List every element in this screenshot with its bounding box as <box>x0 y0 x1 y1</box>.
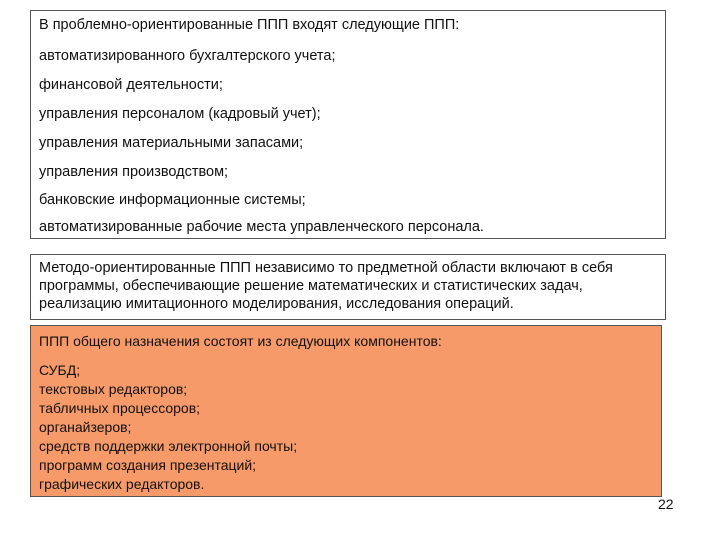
list-item: автоматизированного бухгалтерского учета; <box>39 48 336 64</box>
list-item: автоматизированные рабочие места управленческого персонала. <box>39 219 484 235</box>
list-item: графических редакторов. <box>39 476 205 492</box>
list-item: программ создания презентаций; <box>39 457 257 473</box>
general-purpose-heading: ППП общего назначения состоят из следующих компонентов: <box>39 333 442 349</box>
list-item: СУБД; <box>39 362 81 378</box>
list-item: банковские информационные системы; <box>39 192 306 208</box>
list-item: табличных процессоров; <box>39 400 201 416</box>
list-item: средств поддержки электронной почты; <box>39 438 298 454</box>
list-item: управления производством; <box>39 164 229 180</box>
list-item: управления материальными запасами; <box>39 135 304 151</box>
general-purpose-box <box>30 325 662 497</box>
list-item: органайзеров; <box>39 419 132 435</box>
problem-oriented-heading: В проблемно-ориентированные ППП входят следующие ППП: <box>39 17 460 33</box>
method-oriented-text: Методо-ориентированные ППП независимо то предметной области включают в себя программы, обеспечивающие решение математических и статистических задач, реализацию имитационного моделирования, исследования операций. <box>39 260 613 312</box>
problem-oriented-box <box>30 10 666 239</box>
method-oriented-box <box>30 254 666 320</box>
page-number: 22 <box>658 496 674 512</box>
list-item: управления персоналом (кадровый учет); <box>39 106 321 122</box>
list-item: финансовой деятельности; <box>39 77 223 93</box>
list-item: текстовых редакторов; <box>39 381 188 397</box>
